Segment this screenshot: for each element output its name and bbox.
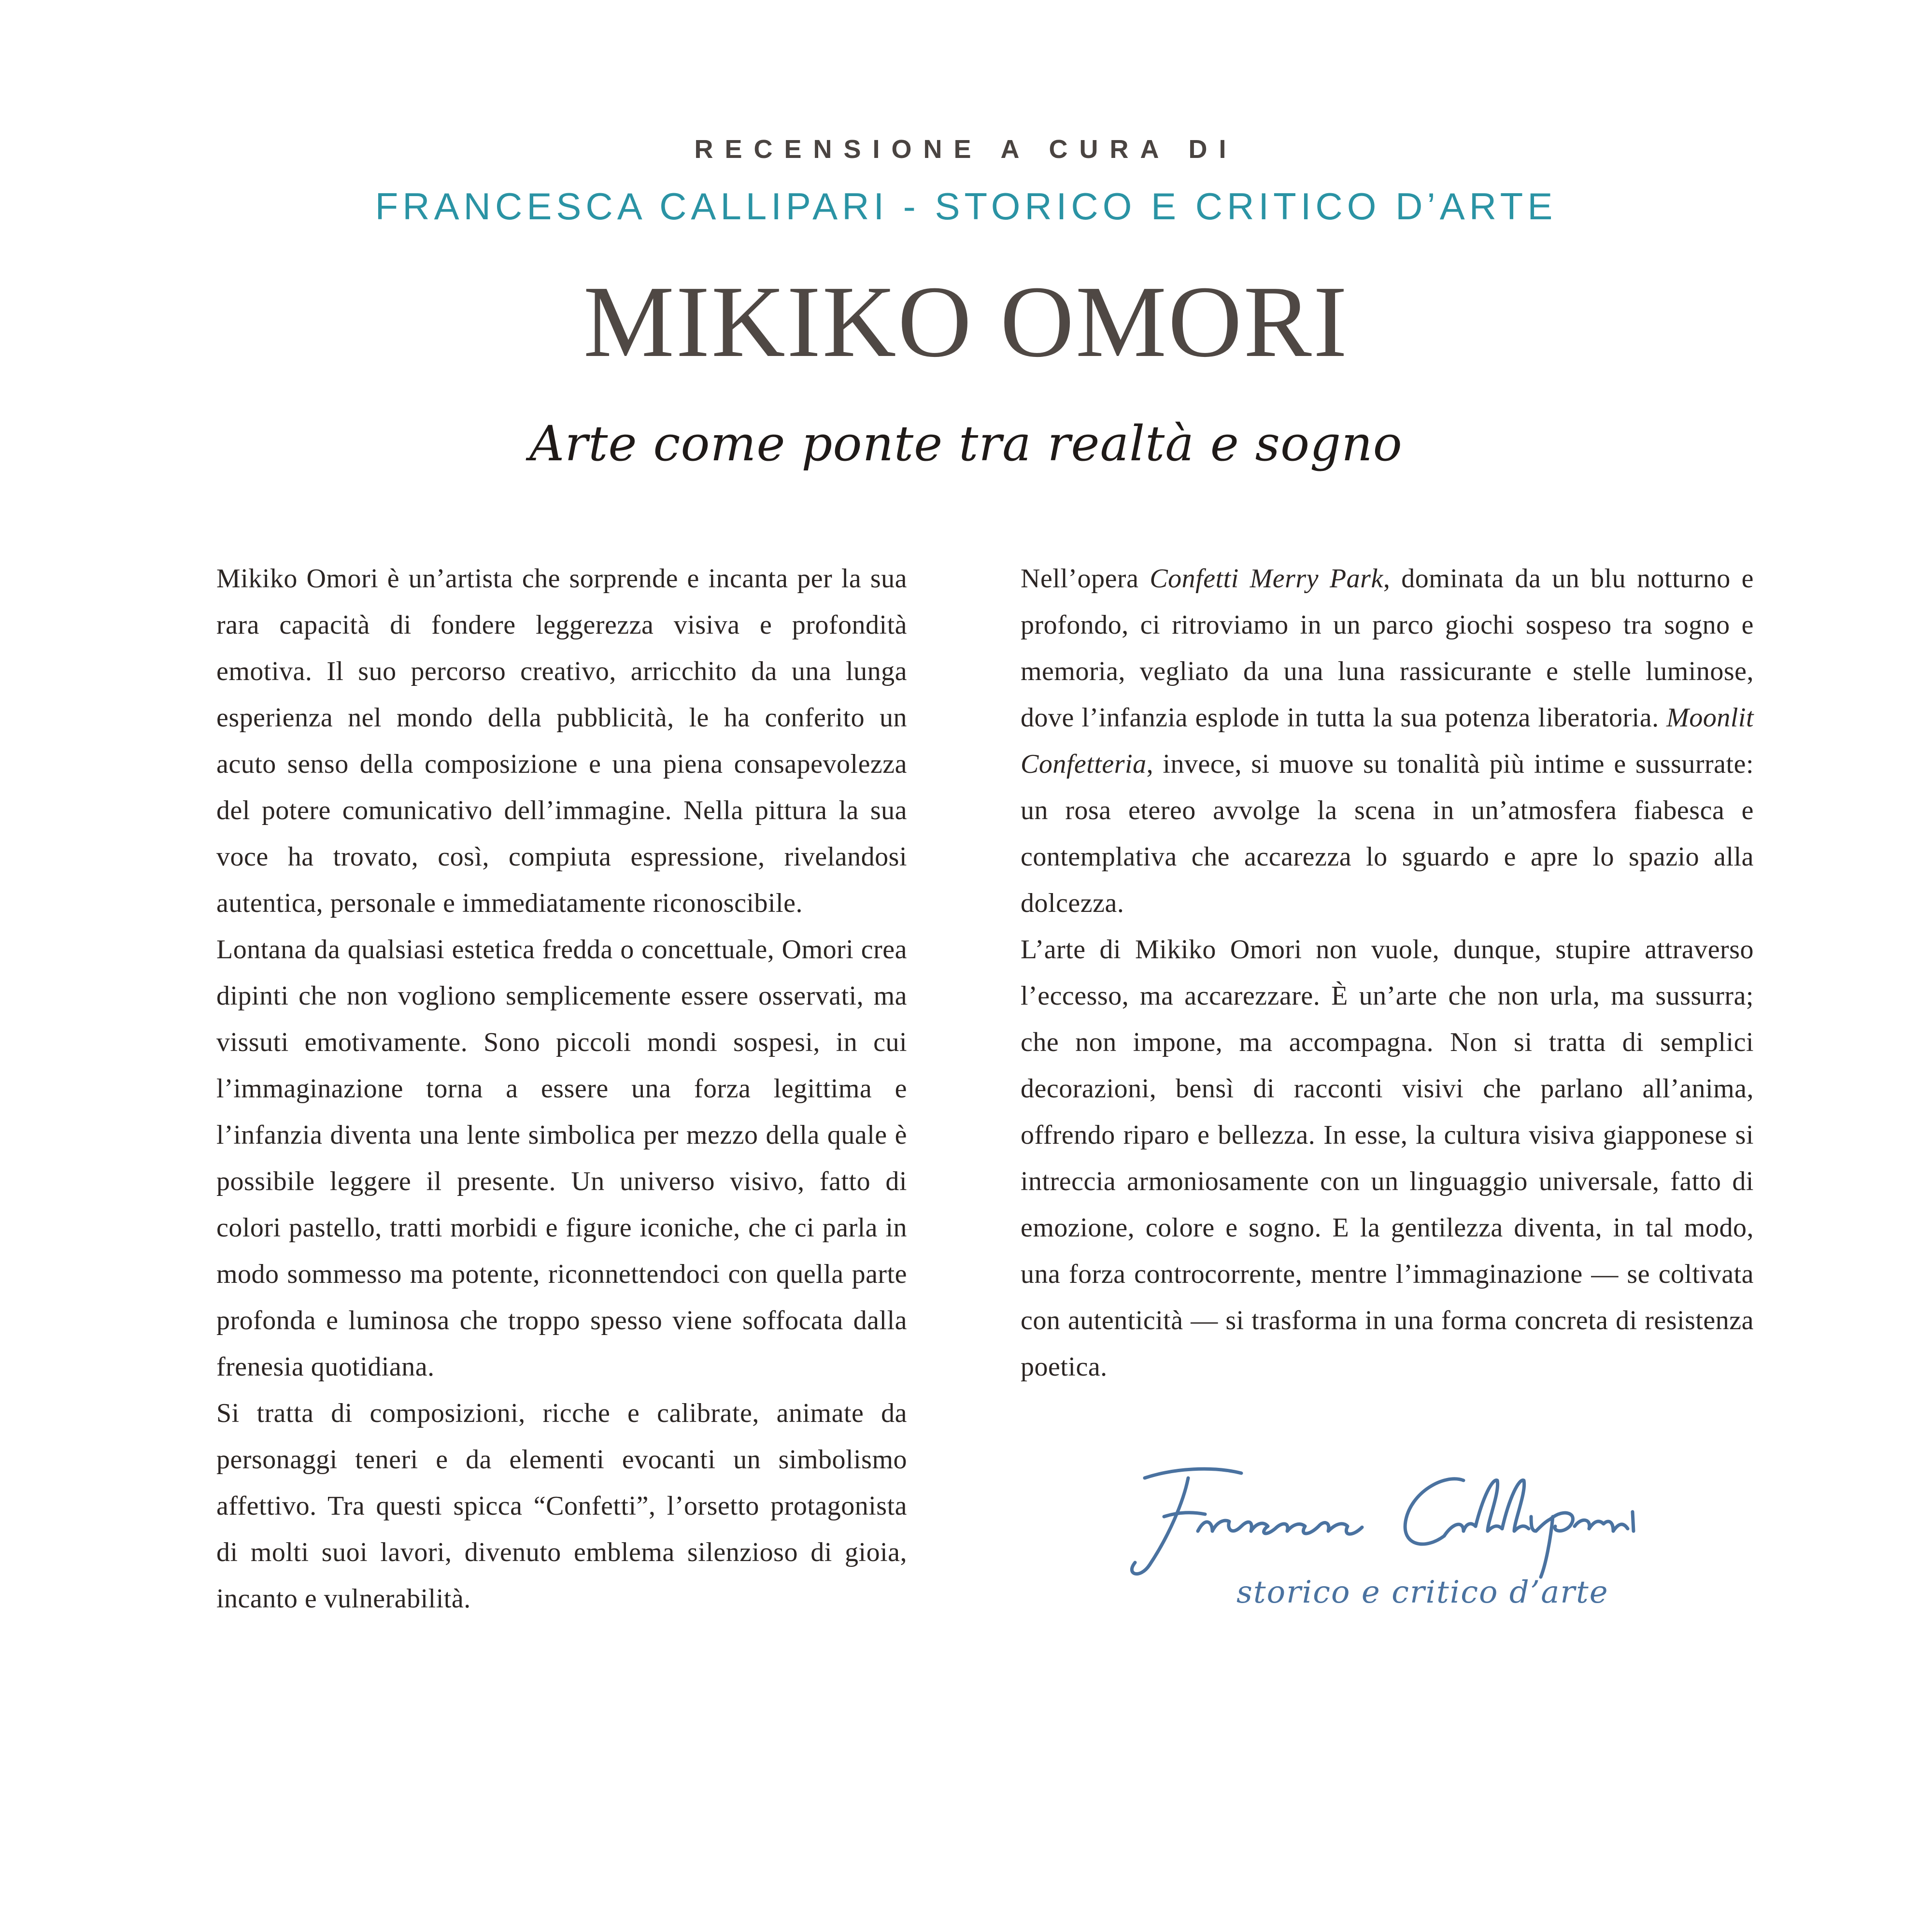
right-text-column	[1021, 555, 1754, 1390]
review-kicker: RECENSIONE A CURA DI	[694, 135, 1238, 164]
signature-subtitle: storico e critico d’arte	[1236, 1575, 1609, 1610]
handwritten-signature	[1116, 1459, 1662, 1584]
author-byline: FRANCESCA CALLIPARI - STORICO E CRITICO D’ARTE	[375, 185, 1557, 227]
right-p1-text-b: , dominata da un blu notturno e profondo, ci ritroviamo in un parco giochi sospeso tra sogno e memoria, vegliato da una luna rassicurante e stelle luminose, dove l’infanzia esplode in tutta la sua potenza liberatoria.	[1021, 564, 1754, 733]
right-p1-text-a: Nell’opera	[1021, 564, 1150, 594]
left-paragraph-3: Si tratta di composizioni, ricche e calibrate, animate da personaggi teneri e da elementi evocanti un simbolismo affettivo. Tra questi spicca “Confetti”, l’orsetto protagonista di molti suoi lavori, divenuto emblema silenzioso di gioia, incanto e vulnerabilità.	[216, 1398, 907, 1614]
artwork-title-moonlit-confetteria: Moonlit Confetteria	[1021, 703, 1754, 779]
review-tagline: Arte come ponte tra realtà e sogno	[529, 415, 1403, 472]
right-p1-text-c: , invece, si muove su tonalità più intime e sussurrate: un rosa etereo avvolge la scena in un’atmosfera fiabesca e contemplativa che accarezza lo sguardo e apre lo spazio alla dolcezza.	[1021, 749, 1754, 918]
left-paragraph-1: Mikiko Omori è un’artista che sorprende e incanta per la sua rara capacità di fondere leggerezza visiva e profondità emotiva. Il suo percorso creativo, arricchito da una lunga esperienza nel mondo della pubblicità, le ha conferito un acuto senso della composizione e una piena consapevolezza del potere comunicativo dell’immagine. Nella pittura la sua voce ha trovato, così, compiuta espressione, rivelandosi autentica, personale e immediatamente riconoscibile.	[216, 564, 907, 918]
artwork-title-confetti-merry-park: Confetti Merry Park	[1150, 564, 1383, 594]
right-paragraph-2: L’arte di Mikiko Omori non vuole, dunque, stupire attraverso l’eccesso, ma accarezzare. È un’arte che non urla, ma sussurra; che non impone, ma accompagna. Non si tratta di semplici decorazioni, bensì di racconti visivi che parlano all’anima, offrendo riparo e bellezza. In esse, la cultura visiva giapponese si intreccia armoniosamente con un linguaggio universale, fatto di emozione, colore e sogno. E la gentilezza diventa, in tal modo, una forza controcorrente, mentre l’immaginazione — se coltivata con autenticità — si trasforma in una forma concreta di resistenza poetica.	[1021, 935, 1754, 1382]
left-text-column	[216, 555, 907, 1622]
right-paragraph-1	[1021, 555, 1754, 926]
artist-name-title: MIKIKO OMORI	[583, 265, 1349, 378]
left-paragraph-2: Lontana da qualsiasi estetica fredda o concettuale, Omori crea dipinti che non vogliono semplicemente essere osservati, ma vissuti emotivamente. Sono piccoli mondi sospesi, in cui l’immaginazione torna a essere una forza legittima e l’infanzia diventa una lente simbolica per mezzo della quale è possibile leggere il presente. Un universo visivo, fatto di colori pastello, tratti morbidi e figure iconiche, che ci parla in modo sommesso ma potente, riconnettendoci con quella parte profonda e luminosa che troppo spesso viene soffocata dalla frenesia quotidiana.	[216, 935, 907, 1382]
